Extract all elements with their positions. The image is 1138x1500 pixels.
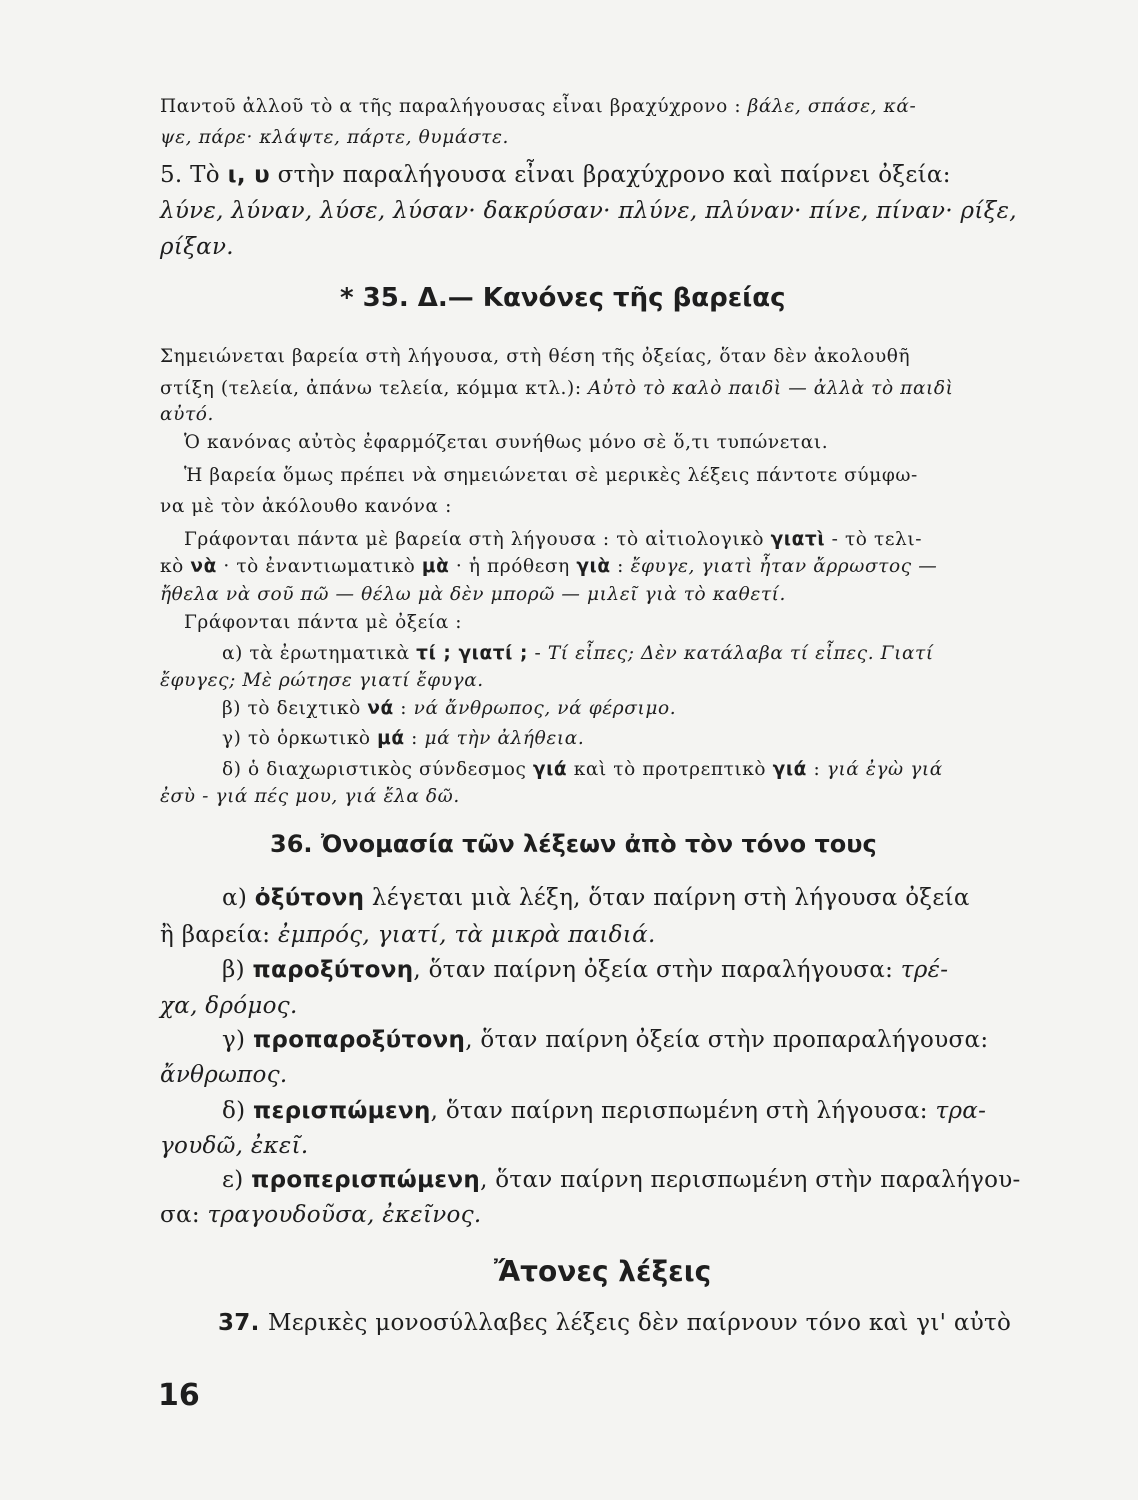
text-line: γ) προπαροξύτονη, ὅταν παίρνη ὀξεία στὴν προπαραλήγουσα: — [222, 1027, 989, 1053]
text-line: δ) περισπώμενη, ὅταν παίρνη περισπωμένη στὴ λήγουσα: τρα- — [222, 1098, 987, 1124]
text-line: Ἡ βαρεία ὅμως πρέπει νὰ σημειώνεται σὲ μερικὲς λέξεις πάντοτε σύμφω- — [184, 465, 918, 486]
text-line: Ὁ κανόνας αὐτὸς ἐφαρμόζεται συνήθως μόνο σὲ ὅ,τι τυπώνεται. — [184, 432, 829, 453]
text-line: σα: τραγουδοῦσα, ἐκεῖνος. — [160, 1202, 482, 1228]
text-line: Γράφονται πάντα μὲ ὀξεία : — [184, 612, 463, 633]
text-line: β) τὸ δειχτικὸ νά : νά ἄνθρωπος, νά φέρσιμο. — [222, 698, 677, 719]
section-heading-35: * 35. Δ.— Κανόνες τῆς βαρείας — [340, 283, 786, 313]
text-line: ε) προπερισπώμενη, ὅταν παίρνη περισπωμένη στὴν παραλήγου- — [222, 1167, 1021, 1193]
text-line: Σημειώνεται βαρεία στὴ λήγουσα, στὴ θέση τῆς ὀξείας, ὅταν δὲν ἀκολουθῆ — [160, 346, 911, 367]
text-line: αὐτό. — [160, 404, 214, 425]
text-line: ἄνθρωπος. — [160, 1062, 288, 1088]
section-heading-atones: Ἄτονες λέξεις — [494, 1255, 712, 1288]
text-line: α) ὀξύτονη λέγεται μιὰ λέξη, ὅταν παίρνη στὴ λήγουσα ὀξεία — [222, 885, 970, 911]
text-line: 5. Τὸ ι, υ στὴν παραλήγουσα εἶναι βραχύχρονο καὶ παίρνει ὀξεία: — [160, 162, 951, 188]
text-line: κὸ νὰ · τὸ ἐναντιωματικὸ μὰ · ἡ πρόθεση γιὰ : ἔφυγε, γιατὶ ἦταν ἄρρωστος — — [160, 556, 938, 577]
text-line: β) παροξύτονη, ὅταν παίρνη ὀξεία στὴν παραλήγουσα: τρέ- — [222, 957, 949, 983]
text-line: ρίξαν. — [160, 234, 234, 260]
text-line: γ) τὸ ὁρκωτικὸ μά : μά τὴν ἀλήθεια. — [222, 728, 585, 749]
text-line: λύνε, λύναν, λύσε, λύσαν· δακρύσαν· πλύνε, πλύναν· πίνε, πίναν· ρίξε, — [160, 198, 1017, 224]
text-line: γουδῶ, ἐκεῖ. — [160, 1133, 309, 1159]
text-line: στίξη (τελεία, ἀπάνω τελεία, κόμμα κτλ.): Αὐτὸ τὸ καλὸ παιδὶ — ἀλλὰ τὸ παιδὶ — [160, 378, 954, 399]
text-line: ἐσὺ - γιά πές μου, γιά ἔλα δῶ. — [160, 786, 460, 807]
text-line: α) τὰ ἐρωτηματικὰ τί ; γιατί ; - Τί εἶπες; Δὲν κατάλαβα τί εἶπες. Γιατί — [222, 643, 934, 664]
text-line: δ) ὁ διαχωριστικὸς σύνδεσμος γιά καὶ τὸ προτρεπτικὸ γιά : γιά ἐγὼ γιά — [222, 759, 943, 780]
text-line: ἢ βαρεία: ἐμπρός, γιατί, τὰ μικρὰ παιδιά. — [160, 922, 656, 948]
text-line: Παντοῦ ἀλλοῦ τὸ α τῆς παραλήγουσας εἶναι βραχύχρονο : βάλε, σπάσε, κά- — [160, 96, 917, 117]
text-line: να μὲ τὸν ἀκόλουθο κανόνα : — [160, 496, 452, 517]
text-line: 37. Μερικὲς μονοσύλλαβες λέξεις δὲν παίρνουν τόνο καὶ γι' αὐτὸ — [218, 1310, 1012, 1336]
page-number: 16 — [158, 1378, 200, 1413]
section-heading-36: 36. Ὀνομασία τῶν λέξεων ἀπὸ τὸν τόνο τους — [270, 830, 877, 858]
text-line: Γράφονται πάντα μὲ βαρεία στὴ λήγουσα : τὸ αἰτιολογικὸ γιατὶ - τὸ τελι- — [184, 529, 923, 550]
text-line: ἤθελα νὰ σοῦ πῶ — θέλω μὰ δὲν μπορῶ — μιλεῖ γιὰ τὸ καθετί. — [160, 584, 787, 605]
text-line: ἔφυγες; Μὲ ρώτησε γιατί ἔφυγα. — [160, 670, 484, 691]
text-line: ψε, πάρε· κλάψτε, πάρτε, θυμάστε. — [160, 127, 510, 148]
text-line: χα, δρόμος. — [160, 993, 298, 1019]
